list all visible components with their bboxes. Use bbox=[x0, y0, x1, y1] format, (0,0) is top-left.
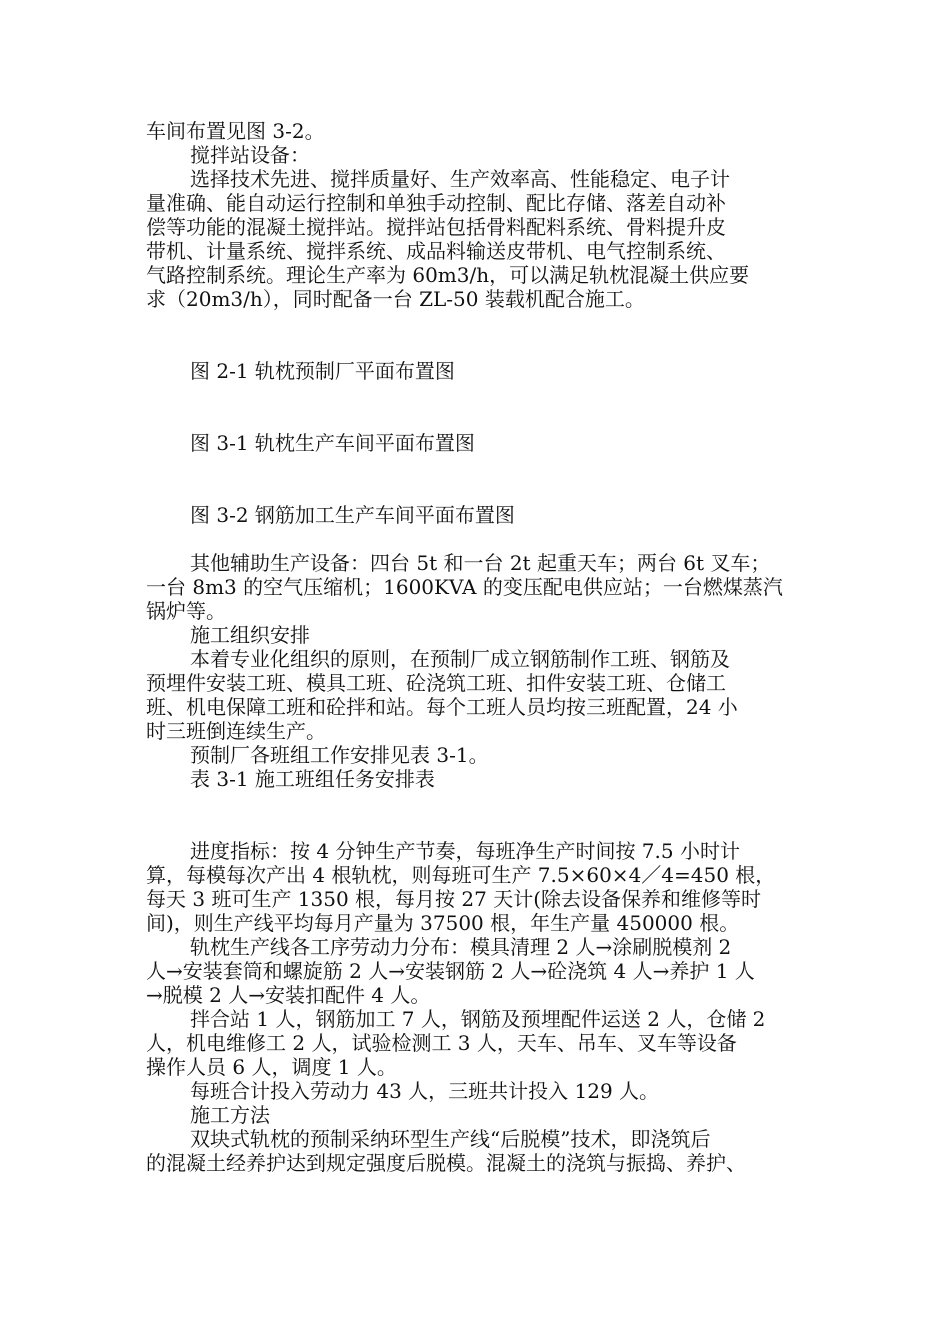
text-line: 操作人员 6 人，调度 1 人。 bbox=[146, 1055, 397, 1079]
text-line: 锅炉等。 bbox=[146, 599, 226, 623]
text-line: 人，机电维修工 2 人，试验检测工 3 人，天车、吊车、叉车等设备 bbox=[146, 1031, 737, 1055]
blank-line bbox=[146, 815, 816, 839]
text-line: 施工组织安排 bbox=[190, 623, 310, 647]
document-page bbox=[146, 119, 816, 1175]
text-line: 预埋件安装工班、模具工班、砼浇筑工班、扣件安装工班、仓储工 bbox=[146, 671, 726, 695]
text-line: 预制厂各班组工作安排见表 3-1。 bbox=[190, 743, 489, 767]
text-line: 每天 3 班可生产 1350 根，每月按 27 天计(除去设备保养和维修等时 bbox=[146, 887, 762, 911]
text-line: 时三班倒连续生产。 bbox=[146, 719, 326, 743]
text-line: 量准确、能自动运行控制和单独手动控制、配比存储、落差自动补 bbox=[146, 191, 726, 215]
text-line: 每班合计投入劳动力 43 人，三班共计投入 129 人。 bbox=[190, 1079, 660, 1103]
text-line: 班、机电保障工班和砼拌和站。每个工班人员均按三班配置，24 小 bbox=[146, 695, 738, 719]
text-line: 算，每模每次产出 4 根轨枕，则每班可生产 7.5×60×4／4=450 根， bbox=[146, 863, 776, 887]
text-line: →脱模 2 人→安装扣配件 4 人。 bbox=[146, 983, 431, 1007]
blank-line bbox=[146, 335, 816, 359]
text-line: 人→安装套筒和螺旋筋 2 人→安装钢筋 2 人→砼浇筑 4 人→养护 1 人 bbox=[146, 959, 755, 983]
text-line: 表 3-1 施工班组任务安排表 bbox=[190, 767, 435, 791]
text-line: 双块式轨枕的预制采纳环型生产线“后脱模”技术，即浇筑后 bbox=[190, 1127, 711, 1151]
text-line: 施工方法 bbox=[190, 1103, 270, 1127]
blank-line bbox=[146, 479, 816, 503]
blank-line bbox=[146, 311, 816, 335]
text-line: 选择技术先进、搅拌质量好、生产效率高、性能稳定、电子计 bbox=[190, 167, 730, 191]
text-line: 其他辅助生产设备：四台 5t 和一台 2t 起重天车；两台 6t 叉车； bbox=[190, 551, 771, 575]
text-line: 轨枕生产线各工序劳动力分布：模具清理 2 人→涂刷脱模剂 2 bbox=[190, 935, 732, 959]
blank-line bbox=[146, 383, 816, 407]
text-line: 进度指标：按 4 分钟生产节奏，每班净生产时间按 7.5 小时计 bbox=[190, 839, 740, 863]
text-line: 间)，则生产线平均每月产量为 37500 根，年生产量 450000 根。 bbox=[146, 911, 740, 935]
text-line: 本着专业化组织的原则，在预制厂成立钢筋制作工班、钢筋及 bbox=[190, 647, 730, 671]
text-line: 图 3-1 轨枕生产车间平面布置图 bbox=[190, 431, 475, 455]
blank-line bbox=[146, 455, 816, 479]
text-line: 图 2-1 轨枕预制厂平面布置图 bbox=[190, 359, 455, 383]
blank-line bbox=[146, 791, 816, 815]
text-line: 一台 8m3 的空气压缩机；1600KVA 的变压配电供应站；一台燃煤蒸汽 bbox=[146, 575, 783, 599]
text-line: 偿等功能的混凝土搅拌站。搅拌站包括骨料配料系统、骨料提升皮 bbox=[146, 215, 726, 239]
text-line: 图 3-2 钢筋加工生产车间平面布置图 bbox=[190, 503, 515, 527]
blank-line bbox=[146, 527, 816, 551]
text-line: 求（20m3/h），同时配备一台 ZL-50 装载机配合施工。 bbox=[146, 287, 645, 311]
text-line: 带机、计量系统、搅拌系统、成品料输送皮带机、电气控制系统、 bbox=[146, 239, 726, 263]
text-line: 气路控制系统。理论生产率为 60m3/h，可以满足轨枕混凝土供应要 bbox=[146, 263, 750, 287]
text-line: 车间布置见图 3-2。 bbox=[146, 119, 325, 143]
blank-line bbox=[146, 407, 816, 431]
text-line: 搅拌站设备： bbox=[190, 143, 310, 167]
text-line: 拌合站 1 人，钢筋加工 7 人，钢筋及预埋配件运送 2 人，仓储 2 bbox=[190, 1007, 766, 1031]
text-line: 的混凝土经养护达到规定强度后脱模。混凝土的浇筑与振捣、养护、 bbox=[146, 1151, 746, 1175]
